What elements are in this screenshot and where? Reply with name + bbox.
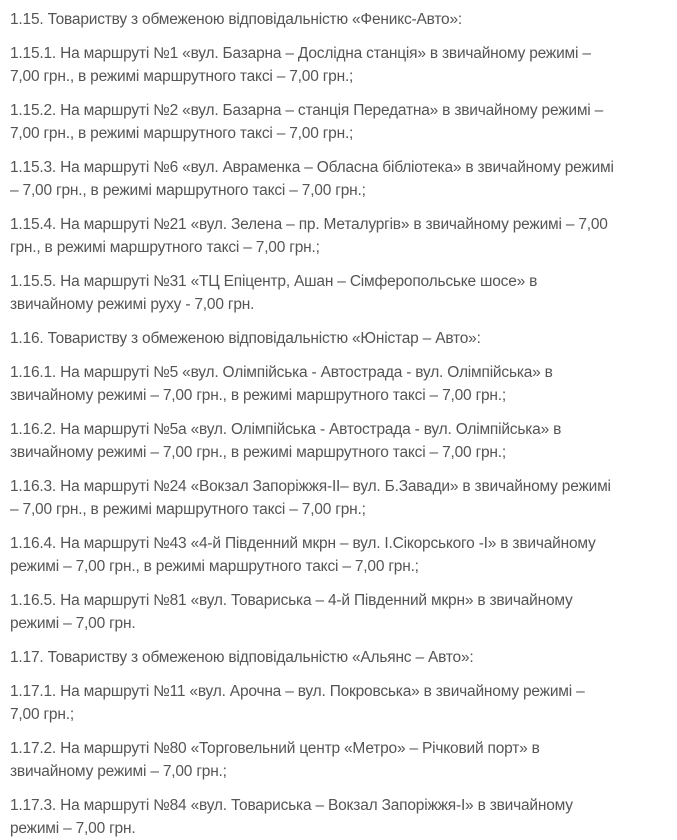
- section-heading: [10, 8, 677, 31]
- text-line: 1.15.3. На маршруті №6 «вул. Авраменка – Обласна бібліотека» в звичайному режимі: [10, 159, 614, 176]
- route-item: [10, 42, 677, 88]
- text-line: режимі – 7,00 грн.: [10, 615, 136, 632]
- route-item: [10, 418, 677, 464]
- text-line: режимі – 7,00 грн., в режимі маршрутного таксі – 7,00 грн.;: [10, 558, 419, 575]
- text-line: 1.16.5. На маршруті №81 «вул. Товариська – 4-й Південний мкрн» в звичайному: [10, 592, 573, 609]
- route-item: [10, 532, 677, 578]
- text-line: грн., в режимі маршрутного таксі – 7,00 грн.;: [10, 239, 320, 256]
- text-line: 1.15.5. На маршруті №31 «ТЦ Епіцентр, Ашан – Сімферопольське шосе» в: [10, 273, 538, 290]
- route-item: [10, 737, 677, 783]
- route-item: [10, 361, 677, 407]
- text-line: звичайному режимі – 7,00 грн.;: [10, 763, 227, 780]
- section-heading: [10, 327, 677, 350]
- text-line: 7,00 грн.;: [10, 706, 74, 723]
- route-item: [10, 99, 677, 145]
- text-line: 1.16.3. На маршруті №24 «Вокзал Запоріжжя-ІІ– вул. Б.Завади» в звичайному режимі: [10, 478, 611, 495]
- text-line: 1.17.2. На маршруті №80 «Торговельний центр «Метро» – Річковий порт» в: [10, 740, 540, 757]
- text-line: 1.16. Товариству з обмеженою відповідальністю «Юністар – Авто»:: [10, 330, 481, 347]
- route-item: [10, 794, 677, 840]
- text-line: 1.17. Товариству з обмеженою відповідальністю «Альянс – Авто»:: [10, 649, 474, 666]
- text-line: звичайному режимі – 7,00 грн., в режимі маршрутного таксі – 7,00 грн.;: [10, 444, 507, 461]
- text-line: звичайному режимі – 7,00 грн., в режимі маршрутного таксі – 7,00 грн.;: [10, 387, 507, 404]
- text-line: режимі – 7,00 грн.: [10, 820, 136, 837]
- text-line: 1.15. Товариству з обмеженою відповідальністю «Феникс-Авто»:: [10, 11, 462, 28]
- route-item: [10, 213, 677, 259]
- route-item: [10, 270, 677, 316]
- route-item: [10, 156, 677, 202]
- text-line: 1.15.4. На маршруті №21 «вул. Зелена – пр. Металургів» в звичайному режимі – 7,00: [10, 216, 608, 233]
- text-line: 7,00 грн., в режимі маршрутного таксі – 7,00 грн.;: [10, 68, 354, 85]
- text-line: 1.16.4. На маршруті №43 «4-й Південний мкрн – вул. І.Сікорського -І» в звичайному: [10, 535, 596, 552]
- text-line: 7,00 грн., в режимі маршрутного таксі – 7,00 грн.;: [10, 125, 354, 142]
- text-line: 1.17.1. На маршруті №11 «вул. Арочна – вул. Покровська» в звичайному режимі –: [10, 683, 585, 700]
- text-line: 1.15.2. На маршруті №2 «вул. Базарна – станція Передатна» в звичайному режимі –: [10, 102, 604, 119]
- section-heading: [10, 646, 677, 669]
- route-item: [10, 589, 677, 635]
- route-item: [10, 475, 677, 521]
- text-line: – 7,00 грн., в режимі маршрутного таксі – 7,00 грн.;: [10, 182, 366, 199]
- text-line: 1.16.2. На маршруті №5а «вул. Олімпійська - Автострада - вул. Олімпійська» в: [10, 421, 562, 438]
- text-line: – 7,00 грн., в режимі маршрутного таксі – 7,00 грн.;: [10, 501, 366, 518]
- text-line: звичайному режимі руху - 7,00 грн.: [10, 296, 255, 313]
- text-line: 1.16.1. На маршруті №5 «вул. Олімпійська - Автострада - вул. Олімпійська» в: [10, 364, 553, 381]
- text-line: 1.17.3. На маршруті №84 «вул. Товариська – Вокзал Запоріжжя-І» в звичайному: [10, 797, 573, 814]
- text-line: 1.15.1. На маршруті №1 «вул. Базарна – Дослідна станція» в звичайному режимі –: [10, 45, 591, 62]
- route-item: [10, 680, 677, 726]
